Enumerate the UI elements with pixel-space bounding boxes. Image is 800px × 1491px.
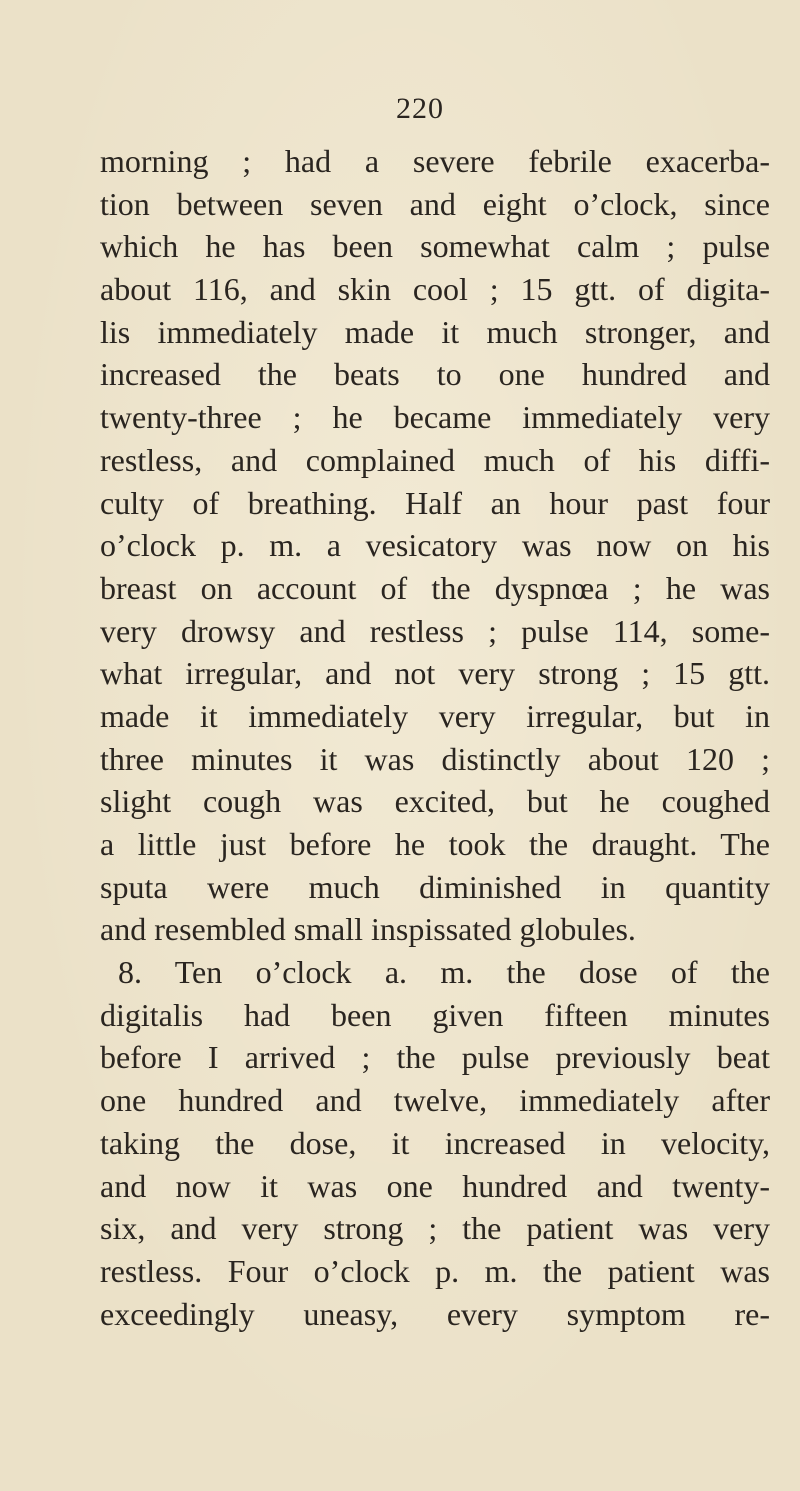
text-line: tion between seven and eight o’clock, since — [100, 185, 770, 222]
text-line: lis immediately made it much stronger, and — [100, 313, 770, 350]
text-line: before I arrived ; the pulse previously beat — [100, 1039, 770, 1076]
text-line: and now it was one hundred and twenty- — [100, 1167, 770, 1204]
text-line: o’clock p. m. a vesicatory was now on his — [100, 527, 770, 564]
text-line: digitalis had been given fifteen minutes — [100, 996, 770, 1033]
text-line: culty of breathing. Half an hour past four — [100, 484, 770, 521]
text-line: restless. Four o’clock p. m. the patient was — [100, 1252, 770, 1289]
text-line: three minutes it was distinctly about 120 ; — [100, 740, 770, 777]
text-line: breast on account of the dyspnœa ; he was — [100, 569, 770, 606]
body-text — [100, 140, 770, 1335]
text-line: taking the dose, it increased in velocity, — [100, 1124, 770, 1161]
text-line: what irregular, and not very strong ; 15 gtt. — [100, 655, 770, 692]
text-line: and resembled small inspissated globules. — [100, 911, 636, 948]
page-number: 220 — [396, 92, 444, 125]
text-line: twenty-three ; he became immediately very — [100, 399, 770, 436]
text-line: six, and very strong ; the patient was very — [100, 1210, 770, 1247]
text-line: which he has been somewhat calm ; pulse — [100, 228, 770, 265]
text-line: restless, and complained much of his diffi- — [100, 441, 770, 478]
text-line: morning ; had a severe febrile exacerba- — [100, 143, 770, 179]
text-line: one hundred and twelve, immediately after — [100, 1082, 770, 1119]
text-line: about 116, and skin cool ; 15 gtt. of digita- — [100, 271, 770, 308]
text-line: made it immediately very irregular, but in — [100, 697, 770, 734]
text-line: slight cough was excited, but he coughed — [100, 783, 770, 820]
text-line: very drowsy and restless ; pulse 114, some- — [100, 612, 770, 649]
text-line: 8. Ten o’clock a. m. the dose of the — [118, 954, 770, 991]
text-line: exceedingly uneasy, every symptom re- — [100, 1295, 770, 1332]
text-line: increased the beats to one hundred and — [100, 356, 770, 393]
text-line: sputa were much diminished in quantity — [100, 868, 770, 905]
text-line: a little just before he took the draught. The — [100, 826, 770, 862]
